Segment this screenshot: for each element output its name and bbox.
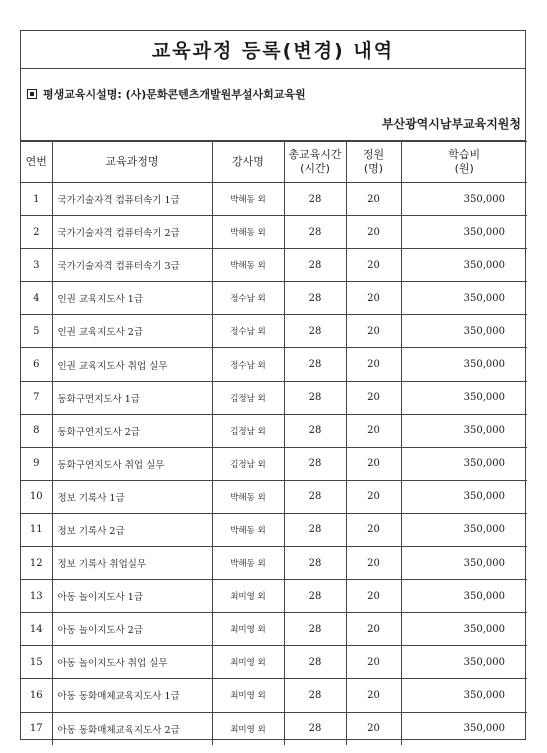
cell-course: 아동 놀이지도사 2급 (52, 613, 212, 646)
table-row (21, 348, 527, 381)
cell-course: 아동 놀이지도사 1급 (52, 580, 212, 613)
cell-capacity: 20 (346, 216, 401, 249)
cell-no: 1 (21, 183, 52, 216)
cell-no: 7 (21, 381, 52, 414)
cell-course: 인권 교육지도사 1급 (52, 282, 212, 315)
cell-hours: 28 (284, 613, 346, 646)
header-capacity (346, 142, 401, 183)
header-hours-line2: (시간) (300, 162, 330, 175)
cell-instructor: 최미영 외 (212, 679, 284, 712)
header-fee (401, 142, 527, 183)
header-fee-line2: (원) (454, 162, 474, 175)
cell-fee: 350,000 (401, 348, 527, 381)
cell-capacity: 20 (346, 480, 401, 513)
cell-capacity: 20 (346, 679, 401, 712)
cell-hours: 28 (284, 348, 346, 381)
table-row (21, 613, 527, 646)
cell-fee: 350,000 (401, 216, 527, 249)
cell-no: 14 (21, 613, 52, 646)
header-hours (284, 142, 346, 183)
cell-no: 11 (21, 513, 52, 546)
table-row (21, 712, 527, 745)
cell-hours: 28 (284, 183, 346, 216)
table-row (21, 183, 527, 216)
cell-course: 동화구연지도사 취업 실무 (52, 447, 212, 480)
cell-instructor: 김정남 외 (212, 447, 284, 480)
document-sheet (20, 30, 526, 740)
cell-capacity: 20 (346, 613, 401, 646)
cell-course: 아동 동화매체교육지도사 2급 (52, 712, 212, 745)
table-row (21, 249, 527, 282)
cell-fee: 350,000 (401, 447, 527, 480)
cell-capacity: 20 (346, 348, 401, 381)
cell-hours: 28 (284, 447, 346, 480)
cell-no: 16 (21, 679, 52, 712)
cell-instructor: 최미영 외 (212, 580, 284, 613)
cell-course: 정보 기록사 취업실무 (52, 547, 212, 580)
cell-course: 아동 놀이지도사 취업 실무 (52, 646, 212, 679)
square-bullet-icon (27, 89, 37, 99)
table-header-row (21, 142, 527, 183)
cell-fee: 350,000 (401, 580, 527, 613)
cell-capacity: 20 (346, 381, 401, 414)
table-row (21, 381, 527, 414)
cell-instructor: 최미영 외 (212, 712, 284, 745)
cell-capacity: 20 (346, 712, 401, 745)
cell-fee: 350,000 (401, 679, 527, 712)
cell-instructor: 김정남 외 (212, 414, 284, 447)
cell-course: 정보 기록사 2급 (52, 513, 212, 546)
cell-course: 국가기술자격 컴퓨터속기 3급 (52, 249, 212, 282)
institution-line (27, 86, 306, 102)
header-hours-line1: 총교육시간 (288, 148, 342, 161)
cell-course: 아동 동화매체교육지도사 1급 (52, 679, 212, 712)
cell-capacity: 20 (346, 282, 401, 315)
cell-course: 동화구연지도사 1급 (52, 381, 212, 414)
cell-hours: 28 (284, 282, 346, 315)
header-course: 교육과정명 (52, 142, 212, 183)
table-row (21, 679, 527, 712)
table-row (21, 315, 527, 348)
cell-hours: 28 (284, 513, 346, 546)
table-row (21, 513, 527, 546)
cell-capacity: 20 (346, 249, 401, 282)
cell-fee: 350,000 (401, 480, 527, 513)
cell-hours: 28 (284, 249, 346, 282)
cell-capacity: 20 (346, 580, 401, 613)
cell-capacity: 20 (346, 183, 401, 216)
table-row (21, 414, 527, 447)
table-body (21, 183, 527, 745)
cell-fee: 350,000 (401, 414, 527, 447)
cell-hours: 28 (284, 480, 346, 513)
header-no: 연번 (21, 142, 52, 183)
table-row (21, 580, 527, 613)
document-title: 교육과정 등록(변경) 내역 (151, 40, 395, 62)
cell-fee: 350,000 (401, 547, 527, 580)
cell-hours: 28 (284, 712, 346, 745)
cell-no: 15 (21, 646, 52, 679)
cell-fee: 350,000 (401, 183, 527, 216)
cell-no: 3 (21, 249, 52, 282)
cell-instructor: 최미영 외 (212, 646, 284, 679)
cell-course: 국가기술자격 컴퓨터속기 1급 (52, 183, 212, 216)
table-row (21, 216, 527, 249)
cell-instructor: 박해동 외 (212, 183, 284, 216)
cell-fee: 350,000 (401, 249, 527, 282)
cell-no: 10 (21, 480, 52, 513)
cell-instructor: 박해동 외 (212, 216, 284, 249)
cell-hours: 28 (284, 414, 346, 447)
table-row (21, 447, 527, 480)
course-table (21, 141, 527, 745)
cell-no: 12 (21, 547, 52, 580)
cell-no: 17 (21, 712, 52, 745)
cell-fee: 350,000 (401, 315, 527, 348)
header-fee-line1: 학습비 (448, 148, 481, 161)
cell-fee: 350,000 (401, 381, 527, 414)
header-capacity-line2: (명) (363, 162, 384, 175)
cell-fee: 350,000 (401, 712, 527, 745)
cell-course: 인권 교육지도사 2급 (52, 315, 212, 348)
cell-instructor: 김정남 외 (212, 381, 284, 414)
title-row (21, 31, 525, 69)
table-row (21, 547, 527, 580)
cell-instructor: 정수남 외 (212, 348, 284, 381)
cell-capacity: 20 (346, 315, 401, 348)
cell-instructor: 박해동 외 (212, 249, 284, 282)
table-row (21, 480, 527, 513)
cell-capacity: 20 (346, 646, 401, 679)
cell-hours: 28 (284, 547, 346, 580)
cell-no: 9 (21, 447, 52, 480)
cell-instructor: 정수남 외 (212, 315, 284, 348)
cell-no: 4 (21, 282, 52, 315)
cell-hours: 28 (284, 216, 346, 249)
cell-no: 5 (21, 315, 52, 348)
cell-capacity: 20 (346, 447, 401, 480)
cell-instructor: 박해동 외 (212, 480, 284, 513)
cell-fee: 350,000 (401, 513, 527, 546)
cell-no: 6 (21, 348, 52, 381)
cell-course: 정보 기록사 1급 (52, 480, 212, 513)
table-row (21, 282, 527, 315)
cell-capacity: 20 (346, 547, 401, 580)
cell-fee: 350,000 (401, 613, 527, 646)
cell-capacity: 20 (346, 513, 401, 546)
cell-instructor: 박해동 외 (212, 513, 284, 546)
cell-capacity: 20 (346, 414, 401, 447)
table-row (21, 646, 527, 679)
cell-hours: 28 (284, 315, 346, 348)
cell-hours: 28 (284, 580, 346, 613)
cell-no: 13 (21, 580, 52, 613)
institution-name: 평생교육시설명: (사)문화콘텐츠개발원부설사회교육원 (43, 88, 306, 101)
cell-no: 8 (21, 414, 52, 447)
cell-course: 인권 교육지도사 취업 실무 (52, 348, 212, 381)
header-instructor: 강사명 (212, 142, 284, 183)
cell-hours: 28 (284, 646, 346, 679)
info-block (21, 69, 525, 141)
header-capacity-line1: 정원 (362, 148, 385, 161)
education-office: 부산광역시남부교육지원청 (381, 117, 521, 131)
cell-instructor: 박해동 외 (212, 547, 284, 580)
cell-fee: 350,000 (401, 646, 527, 679)
cell-no: 2 (21, 216, 52, 249)
cell-instructor: 최미영 외 (212, 613, 284, 646)
cell-hours: 28 (284, 679, 346, 712)
cell-course: 국가기술자격 컴퓨터속기 2급 (52, 216, 212, 249)
cell-fee: 350,000 (401, 282, 527, 315)
cell-course: 동화구연지도사 2급 (52, 414, 212, 447)
cell-instructor: 정수남 외 (212, 282, 284, 315)
cell-hours: 28 (284, 381, 346, 414)
